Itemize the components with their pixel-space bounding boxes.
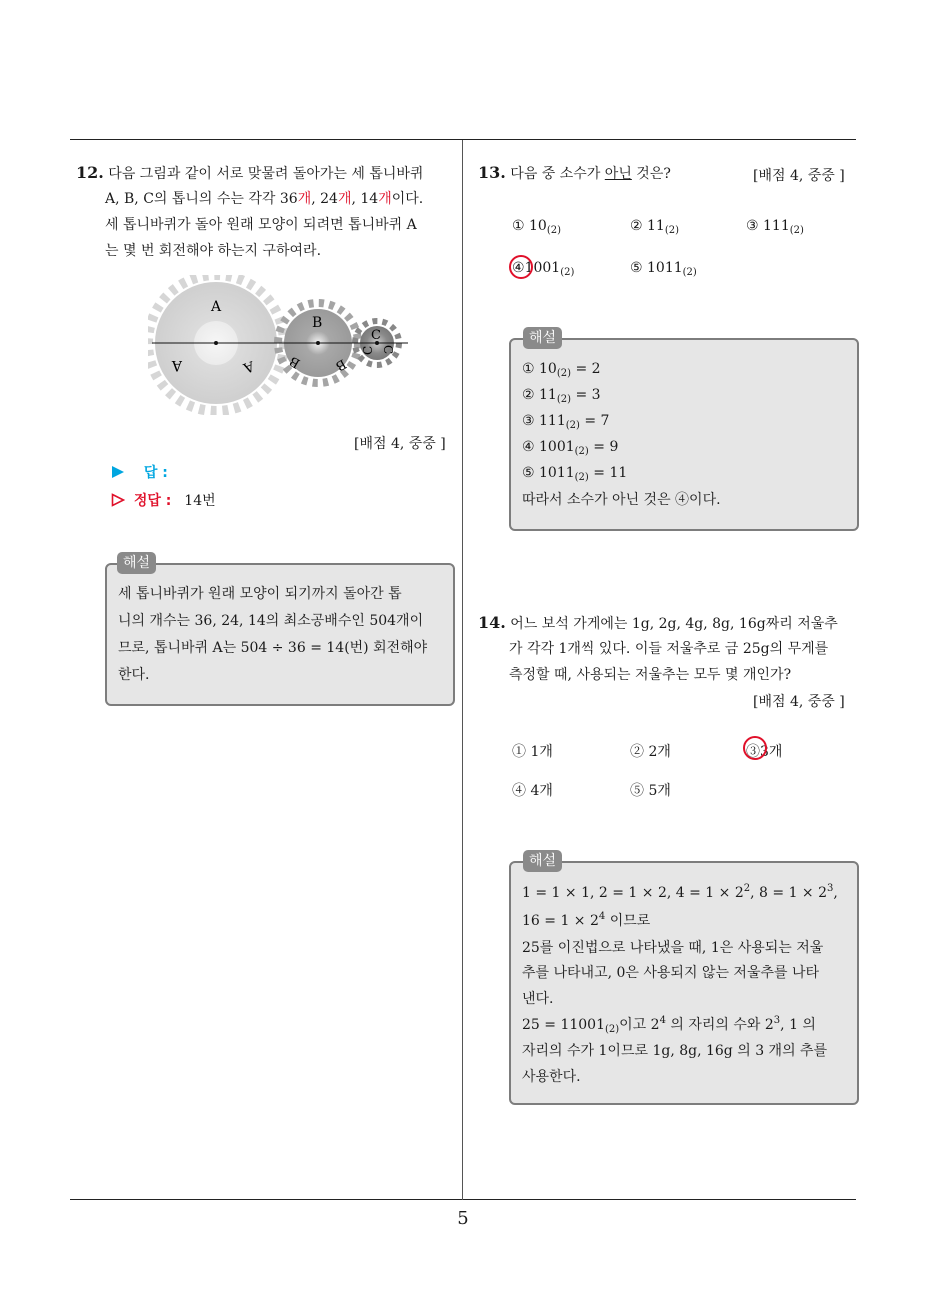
q14-choice-1[interactable]	[512, 741, 553, 761]
q13-ex-2-value: 11	[539, 387, 557, 403]
q14-ex6-p2: 이고 2	[619, 1017, 660, 1033]
q13-ex-1-base: (2)	[556, 368, 572, 379]
q14-choice-3-mark: ③	[746, 744, 760, 760]
q14-ex1-e1: 2	[743, 883, 751, 894]
q14-ex6-p4: , 1 의	[780, 1017, 816, 1033]
q12-meta: [배점 4, 중중 ]	[354, 436, 446, 452]
q13-meta: [배점 4, 중중 ]	[753, 168, 845, 184]
gear-b-center	[316, 341, 320, 345]
q13-choice-2-base: (2)	[664, 225, 680, 236]
q13-choice-1-base: (2)	[546, 225, 562, 236]
q14-choice-2[interactable]	[630, 741, 671, 761]
q14-ex2-e1: 4	[598, 911, 606, 922]
q14-stem-1: 어느 보석 가게에는 1g, 2g, 4g, 8g, 16g짜리 저울추	[510, 616, 838, 632]
gear-b-label-left: B	[287, 352, 303, 371]
gear-figure	[148, 275, 418, 415]
q13-choice-2-mark: ②	[630, 218, 643, 234]
q12-red-2: 개	[337, 191, 352, 207]
q12-stem-2g: 이다.	[391, 191, 424, 207]
q14-choice-2-mark: ②	[630, 744, 644, 760]
q13-choice-3-value: 111	[763, 218, 790, 234]
q13-ex-1-mark: ①	[522, 361, 535, 377]
q14-line-2: 가 각각 1개씩 있다. 이들 저울추로 금 25g의 무게를	[509, 641, 829, 657]
q13-stem-a: 다음 중 소수가	[510, 166, 605, 182]
q14-meta: [배점 4, 중중 ]	[753, 694, 845, 710]
q14-choice-1-mark: ①	[512, 744, 526, 760]
q13-ex-4-value: 1001	[539, 439, 575, 455]
q13-stem-underlined: 아닌	[604, 166, 632, 182]
q12-correct-row	[111, 490, 216, 510]
q12-correct-value: 14번	[184, 493, 216, 509]
q13-explain-row-4	[522, 439, 618, 457]
q13-choice-4-mark: ④	[512, 260, 525, 276]
q12-stem-1: 다음 그림과 같이 서로 맞물려 돌아가는 세 톱니바퀴	[108, 166, 424, 182]
q12-stem-2c: , 24	[311, 191, 338, 207]
q14-line-1	[478, 610, 838, 637]
q14-ex2-p1: 16 = 1 × 2	[522, 913, 599, 929]
q13-choice-3-mark: ③	[746, 218, 759, 234]
q14-explain-line-5: 낸다.	[522, 991, 554, 1007]
q13-explain-tag: 해설	[523, 327, 562, 349]
q14-selected-marker	[743, 736, 767, 760]
q13-ex-2-base: (2)	[556, 394, 572, 405]
q14-number: 14.	[478, 613, 506, 632]
q14-explain-line-6	[522, 1014, 816, 1035]
q13-selected-marker	[509, 255, 533, 279]
q14-explain-line-3: 25를 이진법으로 나타냈을 때, 1은 사용되는 저울	[522, 940, 824, 956]
q13-choice-4-value: 1001	[524, 260, 561, 276]
q14-choice-5-mark: ⑤	[630, 783, 644, 799]
q12-explain-line-1: 세 톱니바퀴가 원래 모양이 되기까지 돌아간 톱	[118, 586, 402, 602]
q13-ex-4-mark: ④	[522, 439, 535, 455]
q13-ex-5-value: 1011	[539, 465, 575, 481]
gear-b-label-top: B	[312, 315, 323, 331]
gear-c-label-right: C	[381, 345, 395, 355]
gear-a-label-left: A	[171, 357, 182, 373]
q14-choice-4-mark: ④	[512, 783, 526, 799]
q12-explain-line-2: 니의 개수는 36, 24, 14의 최소공배수인 504개이	[118, 613, 424, 629]
q13-choice-4-base: (2)	[560, 267, 575, 278]
q13-choice-1-mark: ①	[512, 218, 525, 234]
gear-a-label-right: A	[241, 357, 257, 376]
q13-explain-conclusion: 따라서 소수가 아닌 것은 ④이다.	[522, 492, 721, 508]
gear-c-label-top: C	[371, 328, 381, 343]
q13-choice-5-mark: ⑤	[630, 260, 643, 276]
q12-explain-line-4: 한다.	[118, 667, 150, 683]
q14-choice-4-label: 4개	[530, 783, 553, 799]
q14-ex2-p2: 이므로	[605, 913, 651, 929]
q13-stem-b: 것은?	[631, 166, 671, 182]
q13-choice-3[interactable]	[746, 218, 804, 236]
q13-choice-5-value: 1011	[647, 260, 683, 276]
page-number: 5	[457, 1208, 469, 1229]
q13-choice-5[interactable]	[630, 260, 697, 278]
q14-choice-5-label: 5개	[648, 783, 671, 799]
q14-ex6-p3: 의 자리의 수와 2	[665, 1017, 774, 1033]
q12-red-1: 개	[297, 191, 312, 207]
q12-number: 12.	[76, 163, 104, 182]
top-rule	[70, 139, 856, 140]
q13-ex-3-base: (2)	[565, 420, 580, 431]
q14-choice-4[interactable]	[512, 780, 553, 800]
play-filled-icon	[111, 465, 125, 479]
q13-number: 13.	[478, 163, 506, 182]
q13-ex-1-value: 10	[539, 361, 557, 377]
q14-ex1-p2: , 8 = 1 × 2	[750, 885, 828, 901]
q13-explain-row-1	[522, 361, 601, 379]
q13-choice-2[interactable]	[630, 218, 679, 236]
column-divider	[462, 140, 463, 1200]
q13-explain-row-2	[522, 387, 601, 405]
q13-ex-5-mark: ⑤	[522, 465, 535, 481]
q14-explain-line-4: 추를 나타내고, 0은 사용되지 않는 저울추를 나타	[522, 965, 820, 981]
q13-ex-3-mark: ③	[522, 413, 535, 429]
q14-explain-line-7: 자리의 수가 1이므로 1g, 8g, 16g 의 3 개의 추를	[522, 1043, 828, 1059]
gear-b-label-right: B	[332, 355, 349, 374]
q13-ex-3-value: 111	[539, 413, 566, 429]
q14-choice-3-label: 3개	[760, 744, 783, 760]
q14-line-3: 측정할 때, 사용되는 저울추는 모두 몇 개인가?	[509, 667, 792, 683]
q13-choice-1[interactable]	[512, 218, 561, 236]
gear-c-label-left: C	[361, 345, 375, 355]
gear-a-label-top: A	[211, 299, 222, 315]
q13-choice-3-base: (2)	[789, 225, 804, 236]
q12-explain-line-3: 므로, 톱니바퀴 A는 504 ÷ 36 = 14(번) 회전해야	[118, 640, 428, 656]
q12-line-1	[76, 160, 423, 187]
q14-ex6-p1: 25 = 11001	[522, 1017, 605, 1033]
q14-ex6-e2: 3	[773, 1015, 781, 1026]
q13-choice-5-base: (2)	[682, 267, 697, 278]
q13-ex-1-rest: = 2	[571, 361, 601, 377]
q13-ex-5-rest: = 11	[588, 465, 628, 481]
q12-line-4: 는 몇 번 회전해야 하는지 구하여라.	[105, 243, 322, 259]
q13-ex-4-base: (2)	[574, 446, 589, 457]
q13-choice-1-value: 10	[529, 218, 547, 234]
gear-a-center	[214, 341, 218, 345]
q12-line-3: 세 톱니바퀴가 돌아 원래 모양이 되려면 톱니바퀴 A	[105, 217, 417, 233]
play-outline-icon	[111, 493, 125, 507]
q14-explain-tag: 해설	[523, 850, 562, 872]
q14-ex6-b1: (2)	[604, 1024, 620, 1035]
q14-explain-line-1	[522, 883, 838, 901]
q12-correct-label: 정답 :	[133, 493, 172, 509]
q14-choice-2-label: 2개	[648, 744, 671, 760]
q12-explain-tag: 해설	[117, 552, 156, 574]
q14-ex1-e2: 3	[827, 883, 834, 894]
q14-explain-line-2	[522, 910, 650, 930]
q14-ex6-e1: 4	[659, 1015, 666, 1026]
q13-ex-5-base: (2)	[574, 472, 589, 483]
q13-ex-2-mark: ②	[522, 387, 535, 403]
q12-answer-label: 답 :	[143, 465, 168, 481]
q12-stem-2e: , 14	[351, 191, 379, 207]
q14-ex1-p3: ,	[833, 885, 838, 901]
q14-explain-line-8: 사용한다.	[522, 1069, 581, 1085]
q13-explain-row-3	[522, 413, 609, 431]
q12-answer-row	[111, 462, 168, 482]
q13-line-1	[478, 160, 671, 187]
q12-line-2	[105, 186, 423, 212]
q14-choice-1-label: 1개	[530, 744, 553, 760]
q13-ex-4-rest: = 9	[588, 439, 619, 455]
q12-stem-2a: A, B, C의 톱니의 수는 각각 36	[105, 191, 298, 207]
q14-ex1-p1: 1 = 1 × 1, 2 = 1 × 2, 4 = 1 × 2	[522, 885, 744, 901]
q13-explain-row-5	[522, 465, 627, 483]
bottom-rule	[70, 1199, 856, 1200]
q12-red-3: 개	[378, 191, 392, 207]
q13-ex-2-rest: = 3	[571, 387, 601, 403]
q14-choice-5[interactable]	[630, 780, 671, 800]
q13-ex-3-rest: = 7	[579, 413, 610, 429]
q13-choice-2-value: 11	[647, 218, 665, 234]
